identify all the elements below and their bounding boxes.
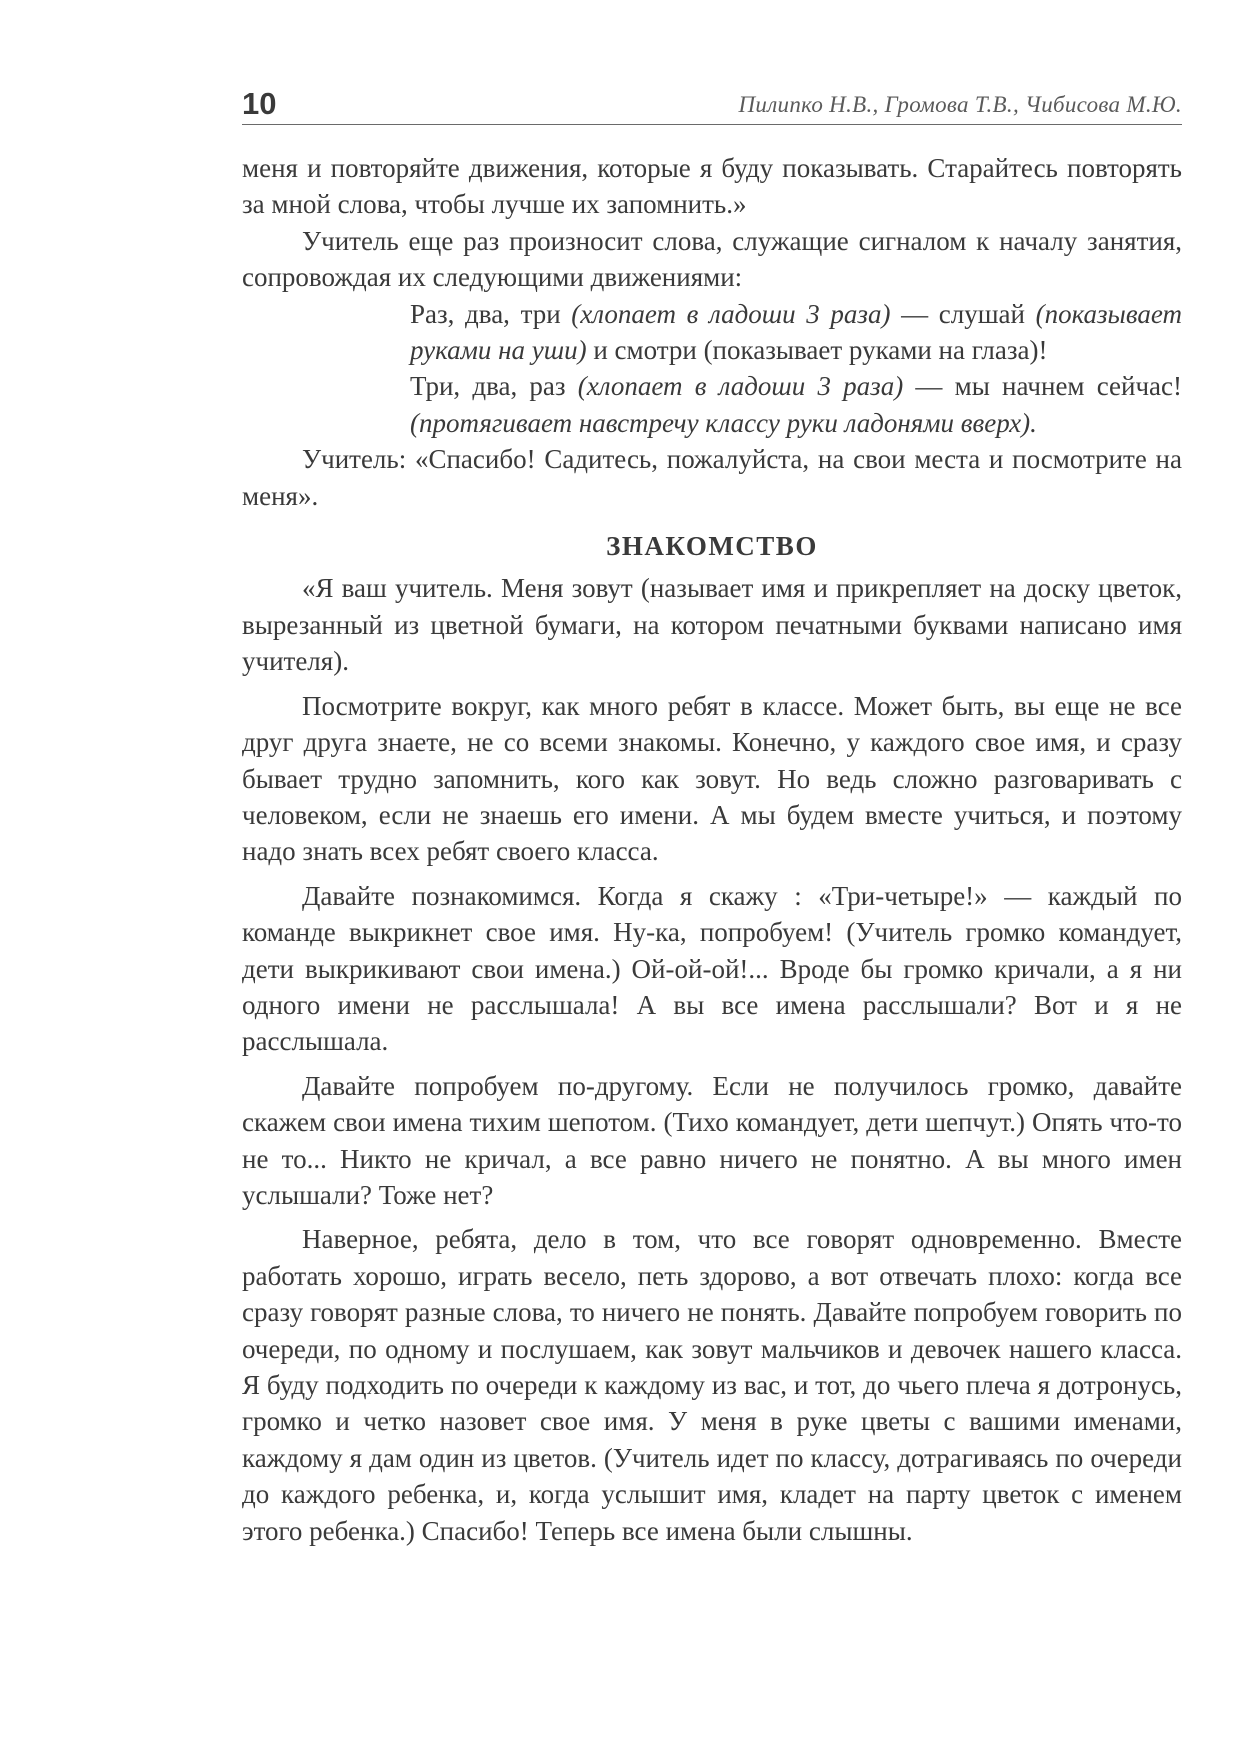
verse-text: Раз, два, три: [410, 298, 572, 329]
verse-text: Три, два, раз: [410, 371, 578, 402]
verse-text: и смотри (показывает руками на глаза)!: [586, 335, 1048, 366]
paragraph-continuation: меня и повторяйте движения, которые я буду показывать. Старайтесь повторять за мной слова, чтобы лучше их запомнить.»: [242, 153, 1182, 220]
section-heading: ЗНАКОМСТВО: [606, 531, 818, 562]
verse-line-two: [242, 368, 1182, 441]
page-header: [242, 84, 1182, 128]
paragraph-teacher-repeats: Учитель еще раз произносит слова, служащие сигналом к началу занятия, сопровождая их следующими движениями:: [242, 225, 1182, 293]
paragraph-look-around: Посмотрите вокруг, как много ребят в классе. Может быть, вы еще не все друг друга знаете, не со всеми знакомы. Конечно, у каждого свое имя, и сразу бывает трудно запомнить, кого как зовут. Но ведь сложно разговаривать с человеком, если не знаешь его имени. А мы будем вместе учиться, и поэтому надо знать всех ребят своего класса.: [242, 690, 1182, 867]
paragraph-introduction: «Я ваш учитель. Меня зовут (называет имя и прикрепляет на доску цветок, вырезанный из цветной бумаги, на котором печатными буквами написано имя учителя).: [242, 573, 1182, 677]
page-number: 10: [242, 86, 277, 121]
verse-text: — слушай: [890, 298, 1036, 329]
stage-direction: (показывает руками на уши): [410, 298, 1183, 366]
stage-direction: (протягивает навстречу классу руки ладонями вверх).: [410, 407, 1037, 438]
paragraph-whisper: Давайте попробуем по-другому. Если не получилось громко, давайте скажем свои имена тихим шепотом. (Тихо командует, дети шепчут.) Опять что-то не то... Никто не кричал, а все равно ничего не понятно. А вы много имен услышали? Тоже нет?: [242, 1070, 1182, 1210]
running-head-authors: Пилипко Н.В., Громова Т.В., Чибисова М.Ю.: [738, 92, 1182, 117]
stage-direction: (хлопает в ладоши 3 раза): [571, 298, 891, 329]
paragraph-one-by-one: Наверное, ребята, дело в том, что все говорят одновременно. Вместе работать хорошо, играть весело, петь здорово, а вот отвечать плохо: когда все сразу говорят разные слова, то ничего не понять. Давайте попробуем говорить по очереди, по одному и послушаем, как зовут мальчиков и девочек нашего класса. Я буду подходить по очереди к каждому из вас, и тот, до чьего плеча я дотронусь, громко и четко назовет свое имя. У меня в руке цветы с вашими именами, каждому я дам один из цветов. (Учитель идет по классу, дотрагиваясь по очереди до каждого ребенка, и, когда услышит имя, кладет на парту цветок с именем этого ребенка.) Спасибо! Теперь все имена были слышны.: [242, 1224, 1182, 1546]
stage-direction: (хлопает в ладоши 3 раза): [577, 371, 904, 402]
page-body: [242, 150, 1182, 1549]
paragraph-three-four: Давайте познакомимся. Когда я скажу : «Три-четыре!» — каждый по команде выкрикнет свое имя. Ну-ка, попробуем! (Учитель громко командует, дети выкрикивают свои имена.) Ой-ой-ой!... Вроде бы громко кричали, а я ни одного имени не расслышала! А вы все имена расслышали? Вот и я не расслышала.: [242, 880, 1182, 1057]
header-rule: [242, 124, 1182, 125]
verse-line-one: [242, 296, 1182, 369]
verse-text: — мы начнем сейчас!: [903, 371, 1182, 402]
paragraph-teacher-thanks: Учитель: «Спасибо! Садитесь, пожалуйста, на свои места и посмотрите на меня».: [242, 444, 1182, 511]
